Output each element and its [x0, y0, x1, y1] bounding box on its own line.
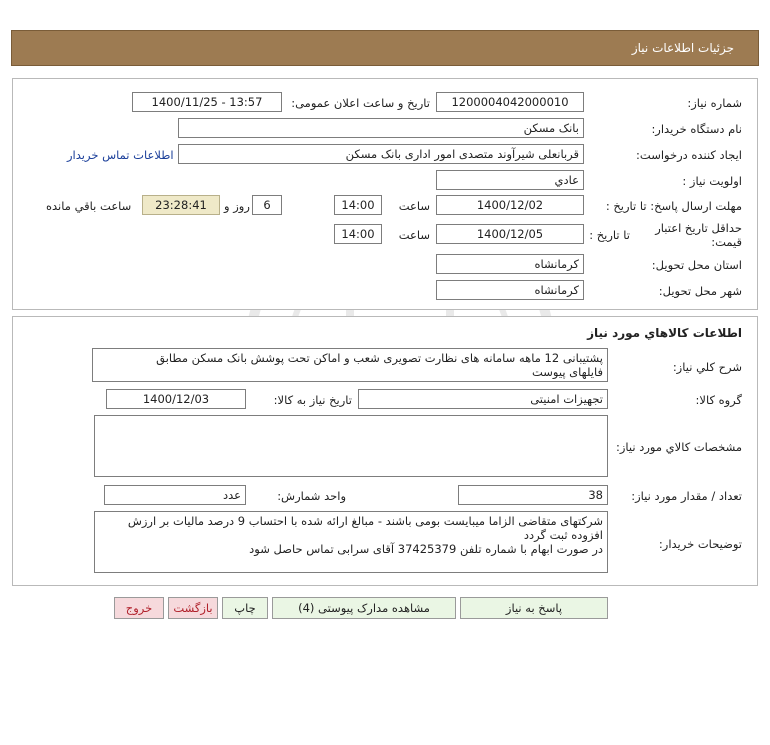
remaining-time-field: 23:28:41	[142, 195, 220, 215]
notes-line-2: افزوده ثبت گردد	[523, 528, 603, 542]
validity-label-line1: حداقل تاریخ اعتبار	[655, 221, 742, 235]
quantity-label: تعداد / مقدار مورد نیاز:	[631, 489, 742, 503]
reply-deadline-label: مهلت ارسال پاسخ: تا تاریخ :	[605, 199, 742, 213]
buyer-contact-link[interactable]: اطلاعات تماس خریدار	[67, 148, 174, 162]
page-title: جزئيات اطلاعات نياز	[631, 41, 734, 55]
summary-line-1: پشتیبانی 12 ماهه سامانه های نظارت تصویری شعب و اماکن تحت پوشش بانک مسکن مطابق	[156, 351, 603, 365]
announce-datetime-label: تاریخ و ساعت اعلان عمومی:	[291, 96, 430, 110]
validity-time: 14:00	[334, 224, 382, 244]
unit-field: عدد	[104, 485, 246, 505]
summary-field	[92, 348, 608, 382]
priority-label: اولویت نیاز :	[682, 174, 742, 188]
specs-label: مشخصات کالاي مورد نياز:	[615, 440, 742, 454]
goods-group-field: تجهیزات امنیتی	[358, 389, 608, 409]
city-label: شهر محل تحویل:	[658, 284, 742, 298]
specs-field	[94, 415, 608, 477]
reply-deadline-time: 14:00	[334, 195, 382, 215]
need-date-field: 1400/12/03	[106, 389, 246, 409]
validity-date: 1400/12/05	[436, 224, 584, 244]
province-label: استان محل تحویل:	[651, 258, 742, 272]
validity-to-label: تا تاریخ :	[589, 228, 630, 242]
print-button[interactable]: چاپ	[222, 597, 268, 619]
quantity-field: 38	[458, 485, 608, 505]
view-attachments-button[interactable]: مشاهده مدارک پیوستی (4)	[272, 597, 456, 619]
buyer-org-field: بانک مسکن	[178, 118, 584, 138]
need-date-label: تاریخ نیاز به کالا:	[273, 393, 352, 407]
creator-field: قربانعلی شیرآوند متصدی امور اداری بانک مسکن	[178, 144, 584, 164]
creator-label: ایجاد کننده درخواست:	[636, 148, 742, 162]
buyer-notes-field	[94, 511, 608, 573]
validity-label-line2: قیمت:	[711, 235, 742, 249]
goods-section-title: اطلاعات کالاهاي مورد نياز	[587, 326, 742, 340]
reply-deadline-date: 1400/12/02	[436, 195, 584, 215]
notes-line-1: شرکتهای متقاضی الزاما میبایست بومی باشند - مبالغ ارائه شده با احتساب 9 درصد مالیات بر ارزش	[127, 514, 603, 528]
validity-time-label: ساعت	[398, 228, 430, 242]
page-header	[11, 30, 759, 66]
back-button[interactable]: بازگشت	[168, 597, 218, 619]
summary-label: شرح کلي نياز:	[672, 360, 742, 374]
reply-time-label: ساعت	[398, 199, 430, 213]
days-remaining-field: 6	[252, 195, 282, 215]
need-number-field: 1200004042000010	[436, 92, 584, 112]
summary-line-2: فایلهای پیوست	[531, 365, 603, 379]
buyer-notes-label: توضیحات خریدار:	[658, 537, 742, 551]
remaining-time-label: ساعت باقي مانده	[46, 199, 132, 213]
notes-line-3: در صورت ابهام با شماره تلفن 37425379 آقای سرابی تماس حاصل شود	[249, 542, 603, 556]
province-field: کرمانشاه	[436, 254, 584, 274]
goods-group-label: گروه کالا:	[695, 393, 742, 407]
need-number-label: شماره نیاز:	[687, 96, 742, 110]
reply-button[interactable]: پاسخ به نیاز	[460, 597, 608, 619]
buyer-org-label: نام دستگاه خریدار:	[651, 122, 742, 136]
days-label: روز و	[224, 199, 250, 213]
city-field: کرمانشاه	[436, 280, 584, 300]
announce-datetime-field: 1400/11/25 - 13:57	[132, 92, 282, 112]
priority-field: عادي	[436, 170, 584, 190]
need-info-panel	[12, 78, 758, 310]
unit-label: واحد شمارش:	[277, 489, 346, 503]
exit-button[interactable]: خروج	[114, 597, 164, 619]
